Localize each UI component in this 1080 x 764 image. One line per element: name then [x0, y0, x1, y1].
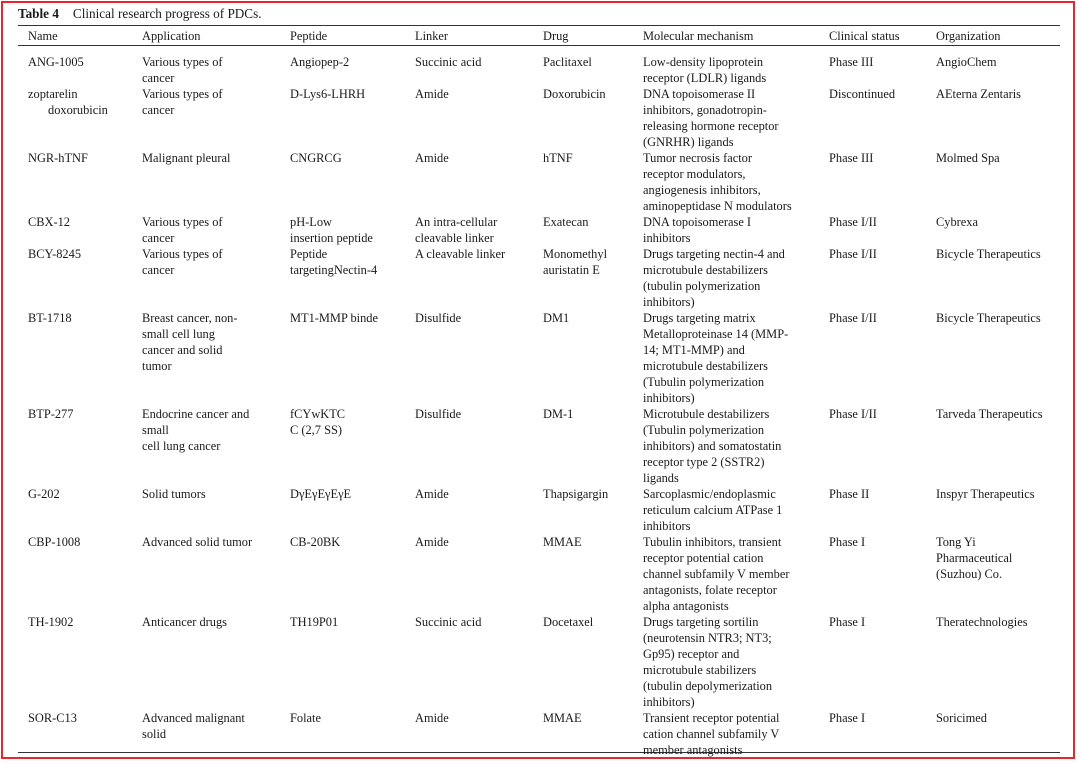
cell-line: Disulfide: [415, 311, 462, 325]
cell-line: channel subfamily V member: [643, 567, 790, 581]
cell-line: Drugs targeting nectin-4 and: [643, 247, 785, 261]
cell-line: Docetaxel: [543, 615, 594, 629]
cell-name: [18, 246, 132, 310]
cell-peptide: [280, 614, 405, 710]
cell-mechanism: [633, 214, 819, 246]
cell-line: cancer: [142, 263, 175, 277]
cell-organization: [926, 246, 1060, 310]
cell-drug: [533, 310, 633, 406]
cell-linker: [405, 710, 533, 758]
cell-application: [132, 406, 280, 486]
table-row: [18, 86, 1060, 150]
cell-drug: [533, 214, 633, 246]
cell-organization: [926, 614, 1060, 710]
cell-linker: [405, 406, 533, 486]
cell-line: Advanced solid tumor: [142, 535, 253, 549]
cell-line: DNA topoisomerase I: [643, 215, 752, 229]
table-row: [18, 48, 1060, 86]
cell-organization: [926, 48, 1060, 86]
cell-line: Phase I: [829, 535, 866, 549]
cell-line: Phase I: [829, 711, 866, 725]
cell-line: 14; MT1-MMP) and: [643, 343, 745, 357]
cell-line: Various types of: [142, 87, 223, 101]
cell-name: [18, 214, 132, 246]
col-header-drug: Drug: [543, 29, 569, 43]
cell-line: Advanced malignant: [142, 711, 245, 725]
col-header-status: Clinical status: [829, 29, 900, 43]
cell-line: solid: [142, 727, 167, 741]
cell-line: Amide: [415, 535, 449, 549]
cell-organization: [926, 310, 1060, 406]
cell-line: MMAE: [543, 711, 582, 725]
cell-status: [819, 710, 926, 758]
cell-line: DNA topoisomerase II: [643, 87, 756, 101]
cell-line: Amide: [415, 711, 449, 725]
cell-line: aminopeptidase N modulators: [643, 199, 792, 213]
cell-status: [819, 86, 926, 150]
cell-peptide: [280, 534, 405, 614]
cell-status: [819, 534, 926, 614]
cell-line: Transient receptor potential: [643, 711, 780, 725]
cell-application: [132, 534, 280, 614]
cell-line: Succinic acid: [415, 615, 482, 629]
cell-line: Molmed Spa: [936, 151, 1000, 165]
cell-line: Soricimed: [936, 711, 987, 725]
cell-line: Phase I: [829, 615, 866, 629]
cell-organization: [926, 214, 1060, 246]
cell-line: D-Lys6-LHRH: [290, 87, 366, 101]
cell-line: CBP-1008: [28, 535, 81, 549]
cell-line: CB-20BK: [290, 535, 341, 549]
cell-status: [819, 486, 926, 534]
cell-name: [18, 534, 132, 614]
col-header-peptide: Peptide: [290, 29, 328, 43]
cell-drug: [533, 614, 633, 710]
cell-line: Phase I/II: [829, 407, 877, 421]
cell-line: Gp95) receptor and: [643, 647, 740, 661]
cell-status: [819, 246, 926, 310]
cell-application: [132, 150, 280, 214]
cell-line: Solid tumors: [142, 487, 206, 501]
cell-line: Inspyr Therapeutics: [936, 487, 1035, 501]
cell-line: Amide: [415, 87, 449, 101]
cell-linker: [405, 214, 533, 246]
cell-line: Pharmaceutical: [936, 551, 1013, 565]
cell-application: [132, 214, 280, 246]
cell-status: [819, 150, 926, 214]
cell-line: Sarcoplasmic/endoplasmic: [643, 487, 776, 501]
cell-line: BCY-8245: [28, 247, 82, 261]
cell-organization: [926, 150, 1060, 214]
cell-line: hTNF: [543, 151, 573, 165]
cell-drug: [533, 486, 633, 534]
cell-line: A cleavable linker: [415, 247, 506, 261]
cell-application: [132, 486, 280, 534]
col-header-linker: Linker: [415, 29, 449, 43]
cell-line: zoptarelin: [28, 87, 78, 101]
cell-line: MT1-MMP binde: [290, 311, 378, 325]
cell-line: small cell lung: [142, 327, 215, 341]
cell-line: Paclitaxel: [543, 55, 592, 69]
cell-line: microtubule destabilizers: [643, 263, 768, 277]
cell-line: Various types of: [142, 247, 223, 261]
cell-line: inhibitors): [643, 391, 695, 405]
cell-line: tumor: [142, 359, 172, 373]
cell-line: inhibitors): [643, 695, 695, 709]
col-header-organization: Organization: [936, 29, 1001, 43]
cell-linker: [405, 614, 533, 710]
cell-line: DγEγEγEγE: [290, 487, 352, 501]
cell-line: (Suzhou) Co.: [936, 567, 1003, 581]
cell-name: [18, 710, 132, 758]
cell-line: pH-Low: [290, 215, 332, 229]
cell-line: targetingNectin-4: [290, 263, 378, 277]
cell-line: cancer: [142, 103, 175, 117]
cell-line: An intra-cellular: [415, 215, 498, 229]
cell-line: antagonists, folate receptor: [643, 583, 777, 597]
col-header-mechanism: Molecular mechanism: [643, 29, 754, 43]
cell-line: cancer: [142, 231, 175, 245]
cell-mechanism: [633, 310, 819, 406]
cell-line: Phase II: [829, 487, 870, 501]
cell-line: ANG-1005: [28, 55, 84, 69]
cell-line: Doxorubicin: [543, 87, 606, 101]
cell-line: Anticancer drugs: [142, 615, 227, 629]
cell-linker: [405, 486, 533, 534]
cell-line: inhibitors): [643, 295, 695, 309]
col-header-name: Name: [28, 29, 58, 43]
cell-application: [132, 246, 280, 310]
cell-name: [18, 48, 132, 86]
cell-application: [132, 86, 280, 150]
cell-mechanism: [633, 246, 819, 310]
cell-mechanism: [633, 86, 819, 150]
cell-name: [18, 486, 132, 534]
cell-line: Breast cancer, non-: [142, 311, 238, 325]
cell-line: reticulum calcium ATPase 1: [643, 503, 783, 517]
cell-mechanism: [633, 48, 819, 86]
cell-line: MMAE: [543, 535, 582, 549]
cell-line: Discontinued: [829, 87, 896, 101]
cell-line: Monomethyl: [543, 247, 608, 261]
table-row: [18, 150, 1060, 214]
cell-line: cleavable linker: [415, 231, 494, 245]
cell-mechanism: [633, 406, 819, 486]
cell-peptide: [280, 710, 405, 758]
cell-line: Various types of: [142, 55, 223, 69]
cell-line: Tubulin inhibitors, transient: [643, 535, 782, 549]
cell-drug: [533, 86, 633, 150]
cell-mechanism: [633, 710, 819, 758]
cell-line: Exatecan: [543, 215, 589, 229]
table-row: [18, 486, 1060, 534]
cell-drug: [533, 150, 633, 214]
cell-line: receptor modulators,: [643, 167, 746, 181]
header-row: [18, 26, 1060, 48]
cell-line: ligands: [643, 471, 679, 485]
cell-mechanism: [633, 614, 819, 710]
cell-line: Peptide: [290, 247, 328, 261]
cell-line: AEterna Zentaris: [936, 87, 1021, 101]
cell-organization: [926, 86, 1060, 150]
cell-line: (GNRHR) ligands: [643, 135, 734, 149]
cell-line: Cybrexa: [936, 215, 978, 229]
cell-name: [18, 150, 132, 214]
cell-line: Various types of: [142, 215, 223, 229]
cell-status: [819, 310, 926, 406]
table-caption: [18, 5, 262, 23]
cell-linker: [405, 48, 533, 86]
cell-drug: [533, 406, 633, 486]
cell-line: member antagonists: [643, 743, 743, 757]
cell-line: inhibitors) and somatostatin: [643, 439, 782, 453]
cell-line: auristatin E: [543, 263, 600, 277]
cell-line: Succinic acid: [415, 55, 482, 69]
cell-line: microtubule stabilizers: [643, 663, 757, 677]
cell-line: receptor type 2 (SSTR2): [643, 455, 765, 469]
cell-line: Bicycle Therapeutics: [936, 247, 1041, 261]
cell-organization: [926, 710, 1060, 758]
cell-line: receptor (LDLR) ligands: [643, 71, 767, 85]
cell-status: [819, 614, 926, 710]
cell-drug: [533, 534, 633, 614]
cell-line: (Tubulin polymerization: [643, 423, 765, 437]
cell-line: DM1: [543, 311, 570, 325]
table-title: Clinical research progress of PDCs.: [72, 6, 262, 21]
cell-line: (Tubulin polymerization: [643, 375, 765, 389]
table-row: [18, 214, 1060, 246]
cell-status: [819, 214, 926, 246]
cell-name: [18, 614, 132, 710]
cell-line: cancer: [142, 71, 175, 85]
cell-peptide: [280, 48, 405, 86]
cell-line: Bicycle Therapeutics: [936, 311, 1041, 325]
cell-line: DM-1: [543, 407, 574, 421]
cell-line: Phase I/II: [829, 215, 877, 229]
table-row: [18, 310, 1060, 406]
cell-line: Amide: [415, 487, 449, 501]
cell-mechanism: [633, 486, 819, 534]
cell-line: Metalloproteinase 14 (MMP-: [643, 327, 789, 341]
cell-line: Phase III: [829, 151, 874, 165]
cell-drug: [533, 246, 633, 310]
cell-peptide: [280, 150, 405, 214]
table-body: [18, 48, 1060, 758]
cell-line: CBX-12: [28, 215, 70, 229]
cell-line: doxorubicin: [48, 103, 108, 117]
cell-line: receptor potential cation: [643, 551, 764, 565]
cell-line: cation channel subfamily V: [643, 727, 780, 741]
cell-line: (tubulin depolymerization: [643, 679, 773, 693]
cell-application: [132, 614, 280, 710]
cell-line: cell lung cancer: [142, 439, 221, 453]
cell-line: Microtubule destabilizers: [643, 407, 770, 421]
cell-linker: [405, 534, 533, 614]
cell-line: Thapsigargin: [543, 487, 609, 501]
cell-line: inhibitors, gonadotropin-: [643, 103, 767, 117]
cell-line: cancer and solid: [142, 343, 223, 357]
cell-line: NGR-hTNF: [28, 151, 88, 165]
cell-line: BTP-277: [28, 407, 74, 421]
cell-organization: [926, 486, 1060, 534]
pdc-table: [18, 26, 1060, 758]
cell-line: AngioChem: [936, 55, 997, 69]
cell-line: inhibitors: [643, 519, 691, 533]
cell-line: Amide: [415, 151, 449, 165]
table-label: Table 4: [18, 6, 59, 21]
cell-line: alpha antagonists: [643, 599, 729, 613]
table-row: [18, 534, 1060, 614]
cell-mechanism: [633, 150, 819, 214]
cell-line: small: [142, 423, 169, 437]
cell-line: SOR-C13: [28, 711, 77, 725]
cell-line: Phase I/II: [829, 247, 877, 261]
cell-line: releasing hormone receptor: [643, 119, 779, 133]
cell-line: angiogenesis inhibitors,: [643, 183, 761, 197]
table-row: [18, 246, 1060, 310]
cell-line: Tarveda Therapeutics: [936, 407, 1043, 421]
table-row: [18, 406, 1060, 486]
cell-line: Folate: [290, 711, 321, 725]
cell-peptide: [280, 486, 405, 534]
cell-line: CNGRCG: [290, 151, 342, 165]
cell-linker: [405, 150, 533, 214]
cell-line: TH-1902: [28, 615, 74, 629]
cell-line: Endocrine cancer and: [142, 407, 250, 421]
cell-line: Theratechnologies: [936, 615, 1028, 629]
cell-line: Angiopep-2: [290, 55, 350, 69]
cell-line: Drugs targeting matrix: [643, 311, 756, 325]
cell-line: Phase III: [829, 55, 874, 69]
cell-line: Disulfide: [415, 407, 462, 421]
col-header-application: Application: [142, 29, 201, 43]
cell-application: [132, 710, 280, 758]
cell-line: (tubulin polymerization: [643, 279, 761, 293]
cell-application: [132, 48, 280, 86]
cell-line: BT-1718: [28, 311, 72, 325]
cell-organization: [926, 534, 1060, 614]
cell-line: microtubule destabilizers: [643, 359, 768, 373]
cell-line: Phase I/II: [829, 311, 877, 325]
table-row: [18, 614, 1060, 710]
cell-peptide: [280, 86, 405, 150]
cell-line: TH19P01: [290, 615, 339, 629]
cell-drug: [533, 710, 633, 758]
cell-line: fCYwKTC: [290, 407, 346, 421]
cell-linker: [405, 246, 533, 310]
cell-status: [819, 48, 926, 86]
cell-line: (neurotensin NTR3; NT3;: [643, 631, 772, 645]
cell-line: Tumor necrosis factor: [643, 151, 752, 165]
cell-peptide: [280, 214, 405, 246]
cell-organization: [926, 406, 1060, 486]
cell-line: Tong Yi: [936, 535, 976, 549]
cell-name: [18, 310, 132, 406]
cell-application: [132, 310, 280, 406]
table-row: [18, 710, 1060, 758]
cell-linker: [405, 86, 533, 150]
cell-peptide: [280, 246, 405, 310]
cell-line: C (2,7 SS): [290, 423, 342, 437]
cell-drug: [533, 48, 633, 86]
cell-linker: [405, 310, 533, 406]
cell-status: [819, 406, 926, 486]
cell-name: [18, 86, 132, 150]
cell-peptide: [280, 406, 405, 486]
cell-line: insertion peptide: [290, 231, 373, 245]
cell-peptide: [280, 310, 405, 406]
cell-name: [18, 406, 132, 486]
cell-line: Drugs targeting sortilin: [643, 615, 759, 629]
cell-line: Malignant pleural: [142, 151, 231, 165]
cell-line: Low-density lipoprotein: [643, 55, 764, 69]
cell-line: G-202: [28, 487, 60, 501]
cell-line: inhibitors: [643, 231, 691, 245]
cell-mechanism: [633, 534, 819, 614]
